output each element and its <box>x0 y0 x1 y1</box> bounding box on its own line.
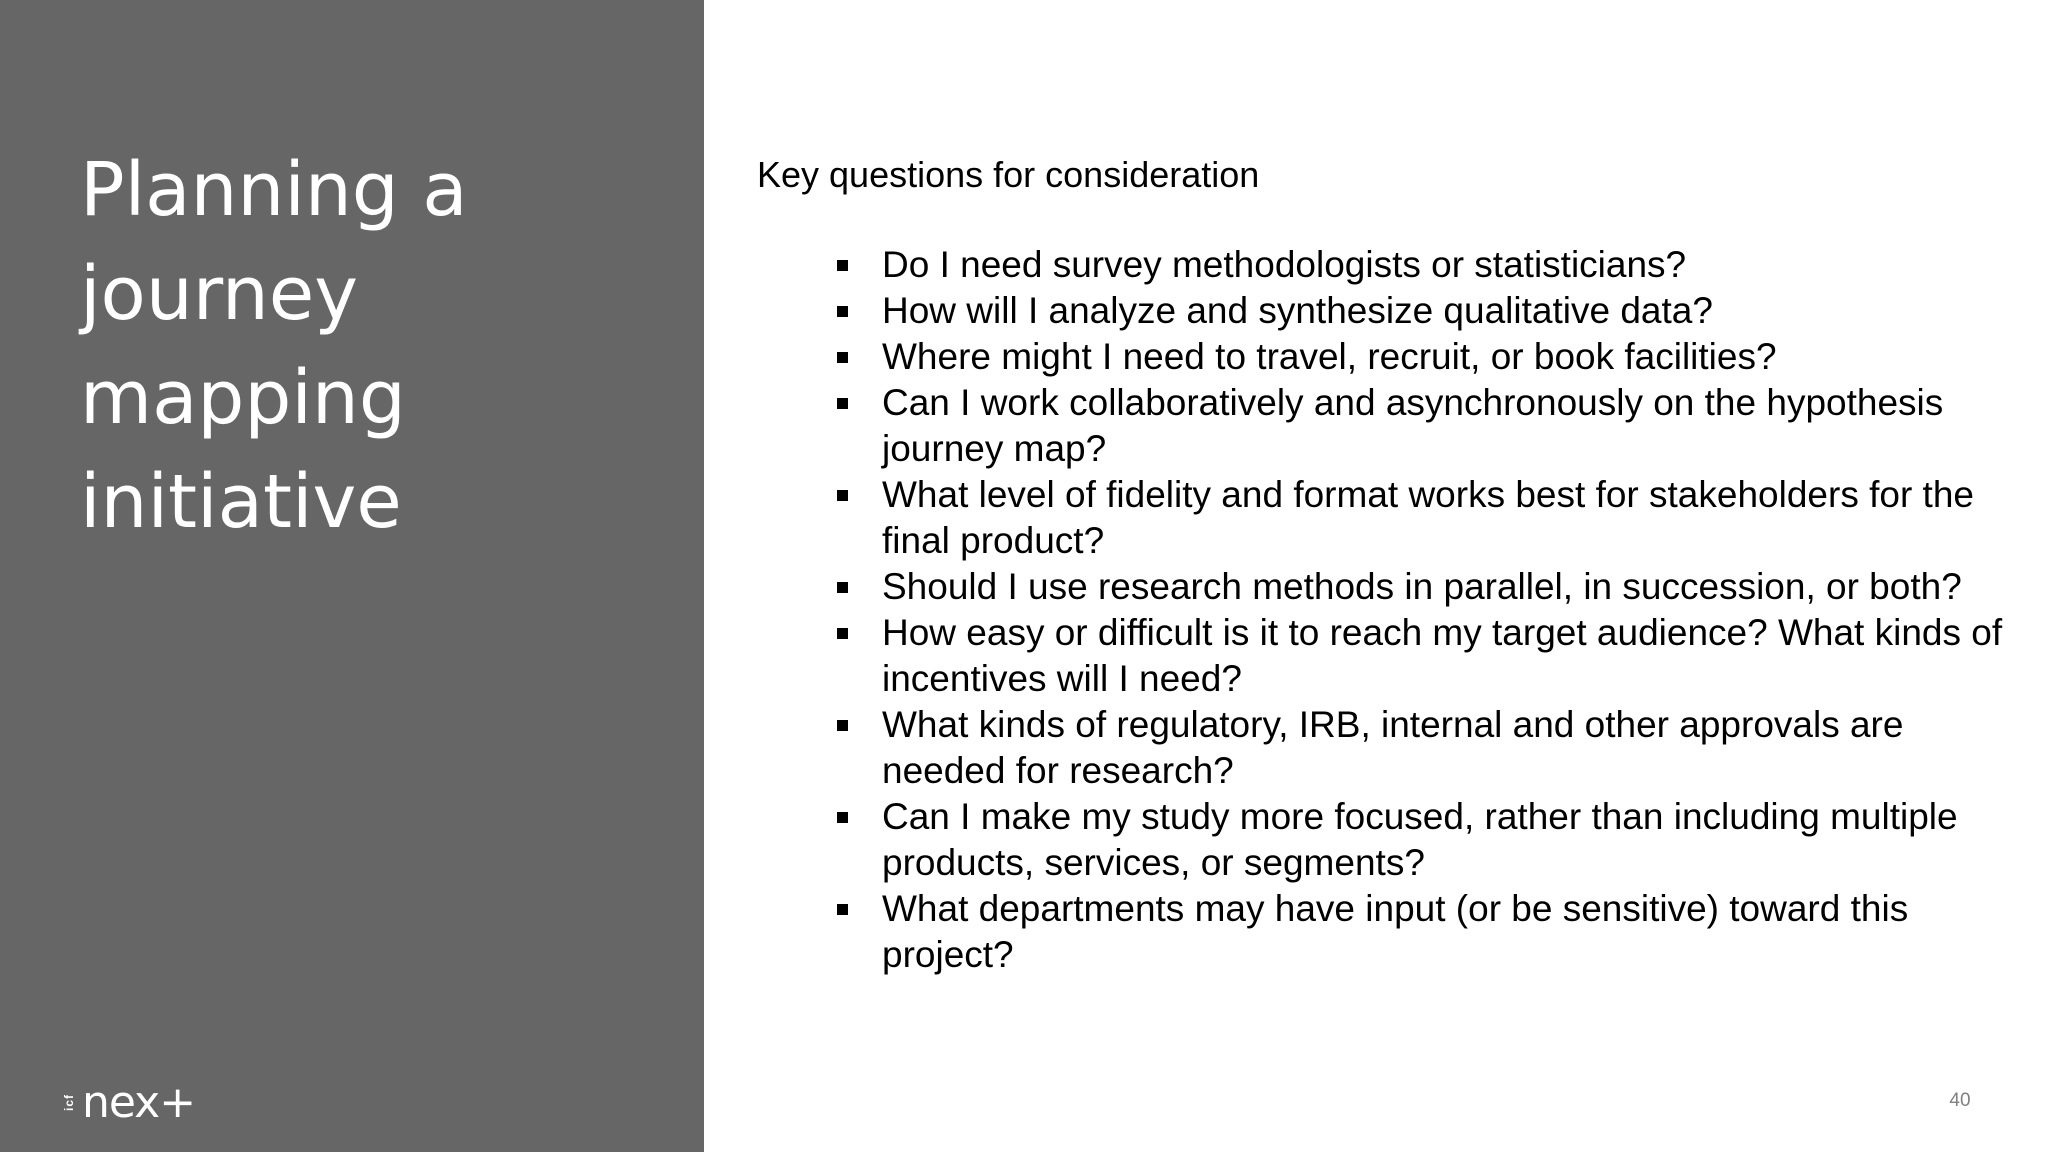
square-bullet-icon <box>837 260 848 271</box>
list-item <box>757 794 2007 886</box>
question-text: What departments may have input (or be sensitive) toward this project? <box>882 888 1909 975</box>
square-bullet-icon <box>837 582 848 593</box>
square-bullet-icon <box>837 904 848 915</box>
square-bullet-icon <box>837 720 848 731</box>
subheading: Key questions for consideration <box>757 154 1260 195</box>
question-text: Should I use research methods in parallel, in succession, or both? <box>882 566 1962 607</box>
icf-next-logo <box>62 1077 196 1128</box>
question-text: Where might I need to travel, recruit, or book facilities? <box>882 336 1777 377</box>
question-list <box>757 242 2007 978</box>
logo-mark: nex+ <box>82 1077 196 1128</box>
list-item <box>757 288 2007 334</box>
list-item <box>757 334 2007 380</box>
question-text: How will I analyze and synthesize qualitative data? <box>882 290 1713 331</box>
square-bullet-icon <box>837 628 848 639</box>
list-item <box>757 242 2007 288</box>
list-item <box>757 610 2007 702</box>
slide-title: Planning a journey mapping initiative <box>80 147 468 545</box>
question-text: Can I work collaboratively and asynchronously on the hypothesis journey map? <box>882 382 1944 469</box>
list-item <box>757 380 2007 472</box>
question-text: Can I make my study more focused, rather than including multiple products, services, or segments? <box>882 796 1958 883</box>
list-item <box>757 472 2007 564</box>
logo-prefix: icf <box>62 1094 76 1112</box>
title-panel <box>0 0 704 1152</box>
question-text: What kinds of regulatory, IRB, internal and other approvals are needed for research? <box>882 704 1904 791</box>
square-bullet-icon <box>837 306 848 317</box>
list-item <box>757 886 2007 978</box>
square-bullet-icon <box>837 812 848 823</box>
square-bullet-icon <box>837 352 848 363</box>
square-bullet-icon <box>837 398 848 409</box>
square-bullet-icon <box>837 490 848 501</box>
question-text: Do I need survey methodologists or statisticians? <box>882 244 1687 285</box>
question-text: How easy or difficult is it to reach my target audience? What kinds of incentives will I need? <box>882 612 2003 699</box>
content-area <box>757 152 2007 978</box>
list-item <box>757 564 2007 610</box>
page-number: 40 <box>1949 1090 1971 1111</box>
list-item <box>757 702 2007 794</box>
question-text: What level of fidelity and format works best for stakeholders for the final product? <box>882 474 1974 561</box>
